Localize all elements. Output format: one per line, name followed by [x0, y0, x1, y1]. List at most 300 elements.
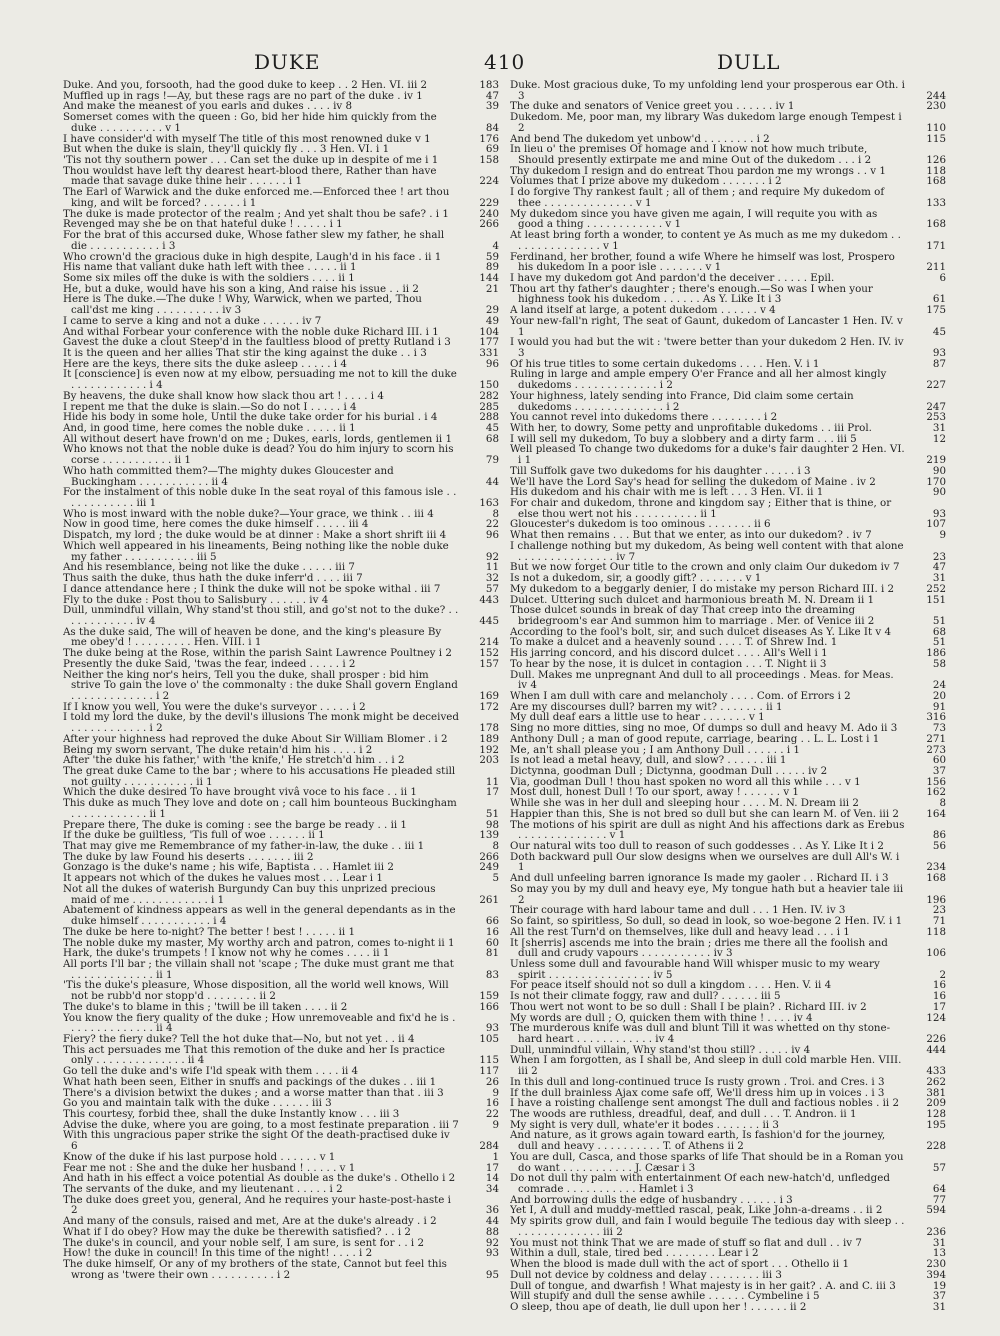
line-number-value: 8	[492, 507, 499, 520]
line-number-value: 214	[479, 636, 499, 649]
line-number-value: 196	[926, 893, 946, 906]
entry-quotation: Dull, unmindful villain, Why stand'st thou still? . . . . . iv 4	[510, 1043, 811, 1056]
line-number-value: 77	[932, 1193, 946, 1206]
line-number-value: 79	[485, 454, 499, 467]
entry-quotation: Revenged may she be on that hateful duke ! . . . . . i 1	[63, 218, 343, 231]
entry-quotation: And hath in his effect a voice potential As double as the duke's . Othello i 2	[63, 1172, 456, 1185]
entry-quotation: Which well appeared in his lineaments, Being nothing like the noble duke my father . . . . . . . . . . . iii 5	[63, 539, 449, 563]
entry-quotation: And his resemblance, being not like the duke . . . . . iii 7	[63, 561, 355, 574]
line-number-value: 9	[939, 529, 946, 542]
entry-quotation: Anthony Dull ; a man of good repute, carriage, bearing . . L. L. Lost i 1	[510, 732, 880, 745]
entry-quotation: Now in good time, here comes the duke himself . . . . . iii 4	[63, 518, 369, 531]
entry-quotation: Dull, unmindful villain, Why stand'st thou still, and go'st not to the duke? . . . . . . . . . . . . iv 4	[63, 604, 459, 627]
entry-line-number	[906, 359, 946, 370]
line-number-value: 128	[926, 1108, 946, 1120]
concordance-entry	[510, 1077, 946, 1088]
line-number-value: 51	[932, 636, 946, 649]
entry-line-number	[906, 1120, 946, 1131]
line-number-value: 118	[926, 925, 946, 938]
concordance-entry	[63, 927, 499, 938]
entry-line-number	[906, 1141, 946, 1152]
entry-quotation: Presently the duke Said, 'twas the fear, indeed . . . . . i 2	[63, 657, 356, 670]
entry-quotation: Sing no more ditties, sing no moe, Of dumps so dull and heavy M. Ado ii 3	[510, 722, 898, 735]
entry-line-number	[459, 927, 499, 938]
entry-quotation: We'll have the Lord Say's head for selling the dukedom of Maine . iv 2	[510, 475, 876, 488]
line-number-value: 31	[932, 1300, 946, 1313]
entry-quotation: When the blood is made dull with the act of sport . . . Othello ii 1	[510, 1258, 849, 1271]
concordance-entry	[510, 670, 946, 691]
concordance-entry	[63, 316, 499, 327]
entry-quotation: This duke as much They love and dote on ; call him bounteous Buckingham . . . . . . . . . . . . ii 1	[63, 797, 457, 820]
concordance-entry	[510, 1270, 946, 1281]
concordance-entry	[63, 798, 499, 819]
entry-quotation: Duke. And you, forsooth, had the good duke to keep . . 2 Hen. VI. iii 2	[63, 80, 428, 91]
line-number-value: 37	[932, 765, 946, 777]
line-number-value: 159	[479, 990, 499, 1003]
entry-line-number	[906, 198, 946, 209]
line-number-value: 11	[485, 561, 499, 574]
concordance-entry	[510, 391, 946, 412]
entry-line-number	[459, 219, 499, 230]
line-number-value: 93	[932, 507, 946, 520]
entry-line-number	[906, 273, 946, 284]
entry-quotation: Is not their climate foggy, raw and dull? . . . . . . iii 5	[510, 990, 781, 1003]
concordance-entry	[510, 809, 946, 820]
entry-quotation: The woods are ruthless, dreadful, deaf, and dull . . . T. Andron. ii 1	[510, 1108, 857, 1120]
line-number-value: 6	[939, 271, 946, 284]
line-number-value: 81	[485, 947, 499, 960]
line-number-value: 12	[932, 432, 946, 445]
line-number-value: 22	[485, 518, 499, 531]
entry-line-number	[906, 327, 946, 338]
entry-quotation: Not all the dukes of waterish Burgundy Can buy this unprized precious maid of me . . . . . . . . . . . . i 1	[63, 882, 436, 906]
line-number-value: 230	[926, 100, 946, 113]
entry-quotation: The duke being at the Rose, within the parish Saint Lawrence Poultney i 2	[63, 647, 452, 660]
line-number-value: 31	[932, 422, 946, 434]
concordance-entry	[63, 1077, 499, 1088]
entry-quotation: The great duke Came to the bar ; where to his accusations He pleaded still not guilty . . . . . . . . . . . ii 1	[63, 765, 456, 788]
line-number-value: 19	[932, 1279, 946, 1292]
line-number-value: 266	[479, 218, 499, 231]
line-number-value: 219	[926, 454, 946, 467]
line-number-value: 89	[485, 261, 499, 274]
line-number-value: 266	[479, 850, 499, 863]
concordance-entry	[510, 1023, 946, 1044]
entry-line-number	[459, 1270, 499, 1281]
entry-quotation: Who crown'd the gracious duke in high despite, Laugh'd in his face . ii 1	[63, 250, 442, 263]
entry-quotation: So may you by my dull and heavy eye, My tongue hath but a heavier tale iii 2	[510, 882, 904, 906]
entry-quotation: I have a roisting challenge sent amongst The dull and factious nobles . ii 2	[510, 1097, 900, 1110]
entry-quotation: It [conscience] is even now at my elbow, persuading me not to kill the duke . . . . . . . . . . . . i 4	[63, 368, 457, 392]
line-number-value: 61	[932, 293, 946, 306]
entry-quotation: My sight is very dull, whate'er it bodes . . . . . . . ii 3	[510, 1118, 779, 1131]
line-number-value: 156	[926, 775, 946, 788]
entry-line-number	[459, 391, 499, 402]
entry-line-number	[459, 359, 499, 370]
entry-line-number	[906, 1163, 946, 1174]
entry-quotation: Gloucester's dukedom is too ominous . . . . . . . ii 6	[510, 518, 771, 531]
entry-line-number	[906, 1013, 946, 1024]
line-number-value: 11	[485, 775, 499, 788]
entry-line-number	[906, 176, 946, 187]
entry-line-number	[906, 1205, 946, 1216]
concordance-entry	[510, 444, 946, 465]
line-number-value: 96	[485, 357, 499, 370]
concordance-entry	[510, 541, 946, 562]
line-number-value: 45	[485, 422, 499, 434]
entry-line-number	[459, 584, 499, 595]
concordance-entry	[63, 766, 499, 787]
left-column	[63, 80, 499, 1316]
entry-quotation: Go tell the duke and's wife I'ld speak with them . . . . ii 4	[63, 1065, 359, 1078]
entry-quotation: So faint, so spiritless, So dull, so dead in look, so woe-begone 2 Hen. IV. i 1	[510, 915, 903, 928]
entry-quotation: This act persuades me That this remotion of the duke and her Is practice only . . . . . . . . . . . . . . ii 4	[63, 1043, 446, 1067]
entry-quotation: Dispatch, my lord ; the duke would be at dinner : Make a short shrift iii 4	[63, 529, 447, 542]
entry-quotation: Know of the duke if his last purpose hold . . . . . . v 1	[63, 1150, 336, 1163]
entry-quotation: Hide his body in some hole, Until the duke take order for his burial . i 4	[63, 411, 438, 424]
line-number-value: 21	[485, 282, 499, 295]
entry-line-number	[459, 595, 499, 606]
concordance-entry	[63, 487, 499, 508]
line-number-value: 104	[479, 325, 499, 338]
concordance-entry	[63, 959, 499, 980]
line-number-value: 189	[479, 732, 499, 745]
line-number-value: 95	[485, 1268, 499, 1281]
line-number-value: 288	[479, 411, 499, 424]
entry-quotation: The duke be here to-night? The better ! best ! . . . . . ii 1	[63, 925, 356, 938]
concordance-entry	[510, 369, 946, 390]
line-number-value: 594	[926, 1204, 946, 1217]
entry-quotation: 'Tis the duke's pleasure, Whose disposition, all the world well knows, Will not be rubb'd nor stopp'd . . . . . . . . ii 2	[63, 979, 449, 1003]
line-number-value: 92	[485, 550, 499, 563]
concordance-entry	[63, 584, 499, 595]
entry-line-number	[459, 702, 499, 713]
line-number-value: 90	[932, 464, 946, 477]
entry-quotation: His dukedom and his chair with me is left . . . 3 Hen. VI. ii 1	[510, 486, 824, 499]
entry-quotation: And nature, as it grows again toward earth, Is fashion'd for the journey, dull and heavy . . . . . . . . . . T. of Athens ii 2	[510, 1129, 886, 1153]
entry-line-number	[906, 948, 946, 959]
line-number-value: 87	[932, 357, 946, 370]
line-number-value: 176	[479, 132, 499, 145]
concordance-entry	[510, 112, 946, 133]
line-number-value: 433	[926, 1065, 946, 1078]
line-number-value: 8	[939, 797, 946, 810]
line-number-value: 57	[932, 1161, 946, 1174]
concordance-entry	[63, 369, 499, 390]
entry-quotation: Dull. Makes me unpregnant And dull to all proceedings . Meas. for Meas. iv 4	[510, 668, 894, 692]
entry-quotation: Go you and maintain talk with the duke . . . . . . iii 3	[63, 1097, 332, 1110]
entry-quotation: How! the duke in council! In this time of the night! . . . . i 2	[63, 1247, 373, 1260]
line-number-value: 152	[479, 647, 499, 660]
line-number-value: 92	[485, 1236, 499, 1249]
line-number-value: 186	[926, 647, 946, 660]
line-number-value: 13	[932, 1247, 946, 1260]
line-number-value: 71	[932, 915, 946, 928]
entry-quotation: For the instalment of this noble duke In the seat royal of this famous isle . . . . . . . . . . . . iii 1	[63, 486, 457, 510]
entry-line-number	[906, 873, 946, 884]
entry-quotation: That may give me Remembrance of my father-in-law, the duke . . iii 1	[63, 840, 425, 853]
entry-line-number	[906, 219, 946, 230]
entry-line-number	[459, 530, 499, 541]
entry-quotation: I told my lord the duke, by the devil's illusions The monk might be deceived . . . . . . . . . . . . i 2	[63, 711, 459, 735]
entry-line-number	[459, 970, 499, 981]
concordance-entry	[510, 1152, 946, 1173]
entry-quotation: The motions of his spirit are dull as night And his affections dark as Erebus . . . . . . . . . . . . . . v 1	[510, 818, 905, 842]
entry-line-number	[459, 1248, 499, 1259]
line-number-value: 88	[485, 1225, 499, 1238]
entry-quotation: Dulcet. Uttering such dulcet and harmonious breath M. N. Dream ii 1	[510, 593, 875, 606]
entry-quotation: Prepare there, The duke is coming : see the barge be ready . . ii 1	[63, 818, 407, 831]
concordance-entry	[63, 294, 499, 315]
entry-quotation: My spirits grow dull, and fain I would beguile The tedious day with sleep . . . . . . . . . . . . . . . iii 2	[510, 1215, 905, 1238]
entry-line-number	[906, 466, 946, 477]
line-number-value: 31	[932, 1236, 946, 1249]
line-number-value: 117	[479, 1065, 499, 1078]
line-number-value: 93	[485, 1247, 499, 1260]
entry-quotation: Volumes that I prize above my dukedom . . . . . . . i 2	[510, 175, 782, 188]
line-number-value: 226	[926, 1032, 946, 1045]
line-number-value: 224	[479, 175, 499, 188]
entry-quotation: And, in good time, here comes the noble duke . . . . . ii 1	[63, 422, 356, 434]
entry-line-number	[906, 487, 946, 498]
entry-quotation: My dukedom to a beggarly denier, I do mistake my person Richard III. i 2	[510, 582, 895, 595]
line-number-value: 157	[479, 657, 499, 670]
concordance-entry	[63, 605, 499, 626]
entry-quotation: The noble duke my master, My worthy arch and patron, comes to-night ii 1	[63, 936, 455, 949]
entry-quotation: At least bring forth a wonder, to content ye As much as me my dukedom . . . . . . . . . . . . . . . v 1	[510, 229, 901, 252]
entry-quotation: Do not dull thy palm with entertainment Of each new-hatch'd, unfledged comrade . . . . . . . . . . . Hamlet i 3	[510, 1172, 890, 1196]
entry-quotation: Till Suffolk gave two dukedoms for his daughter . . . . . i 3	[510, 464, 811, 477]
entry-quotation: I challenge nothing but my dukedom, As being well content with that alone . . . . . . . . . . . . . . . iv 7	[510, 539, 904, 563]
entry-line-number	[459, 755, 499, 766]
concordance-entry	[510, 209, 946, 230]
line-number-value: 162	[926, 786, 946, 799]
concordance-entry	[63, 541, 499, 562]
entry-quotation: Muffled up in rags !—Ay, but these rags are no part of the duke . iv 1	[63, 89, 423, 102]
entry-quotation: Ferdinand, her brother, found a wife Where he himself was lost, Prospero his dukedom In a poor isle . . . . . . . v 1	[510, 250, 895, 274]
concordance-entry	[63, 1195, 499, 1216]
entry-line-number	[906, 734, 946, 745]
concordance-entry	[63, 980, 499, 1001]
line-number-value: 14	[485, 1172, 499, 1185]
entry-line-number	[459, 948, 499, 959]
entry-quotation: Your highness, lately sending into France, Did claim some certain dukedoms . . . . . . . . . . . . . . i 2	[510, 389, 854, 413]
line-number-value: 316	[926, 711, 946, 724]
line-number-value: 144	[479, 271, 499, 284]
entry-line-number	[906, 1302, 946, 1313]
header-right-word: DULL	[717, 50, 781, 74]
entry-quotation: Dull of tongue, and dwarfish ! What majesty is in her gait? . A. and C. iii 3	[510, 1279, 896, 1292]
line-number-value: 60	[485, 936, 499, 949]
entry-quotation: Ruling in large and ample empery O'er France and all her almost kingly dukedoms . . . . . . . . . . . . . i 2	[510, 368, 887, 392]
line-number-value: 31	[932, 572, 946, 585]
concordance-entry	[63, 187, 499, 208]
entry-line-number	[459, 659, 499, 670]
header-left-word: DUKE	[254, 50, 321, 74]
line-number-value: 229	[479, 196, 499, 209]
line-number-value: 44	[485, 1215, 499, 1228]
entry-quotation: Dukedom. Me, poor man, my library Was dukedom large enough Tempest i 2	[510, 111, 902, 134]
entry-line-number	[906, 305, 946, 316]
entry-line-number	[906, 927, 946, 938]
line-number-value: 381	[926, 1086, 946, 1099]
entry-line-number	[906, 530, 946, 541]
entry-quotation: Is not lead a metal heavy, dull, and slow? . . . . . . iii 1	[510, 754, 787, 767]
concordance-entry	[510, 498, 946, 519]
entry-quotation: O sleep, thou ape of death, lie dull upon her ! . . . . . . ii 2	[510, 1300, 807, 1313]
concordance-entry	[510, 927, 946, 938]
entry-quotation: I dance attendance here ; I think the duke will not be spoke withal . iii 7	[63, 582, 441, 595]
entry-quotation: To hear by the nose, it is dulcet in contagion . . . T. Night ii 3	[510, 657, 827, 670]
concordance-entry	[510, 1055, 946, 1076]
entry-quotation: My dukedom since you have given me again, I will requite you with as good a thing . . . . . . . . . . . . v 1	[510, 207, 878, 231]
concordance-entry	[63, 391, 499, 402]
entry-line-number	[459, 1152, 499, 1163]
line-number-value: 59	[485, 250, 499, 263]
entry-line-number	[459, 1120, 499, 1131]
entry-quotation: Their courage with hard labour tame and dull . . . 1 Hen. IV. iv 3	[510, 904, 846, 917]
line-number-value: 57	[485, 582, 499, 595]
entry-quotation: The duke by law Found his deserts . . . . . . . iii 2	[63, 850, 314, 863]
line-number-value: 9	[492, 1086, 499, 1099]
line-number-value: 151	[926, 593, 946, 606]
entry-quotation: All the rest Turn'd on themselves, like dull and heavy lead . . . i 1	[510, 925, 850, 938]
line-number-value: 240	[479, 207, 499, 220]
line-number-value: 331	[479, 346, 499, 359]
entry-quotation: What hath been seen, Either in snuffs and packings of the dukes . . iii 1	[63, 1075, 437, 1088]
line-number-value: 60	[932, 754, 946, 767]
entry-quotation: I have my dukedom got And pardon'd the deceiver . . . . . Epil.	[510, 271, 835, 284]
entry-quotation: With her, to dowry, Some petty and unprofitable dukedoms . . iii Prol.	[510, 422, 872, 434]
entry-quotation: Gavest the duke a clout Steep'd in the faultless blood of pretty Rutland i 3	[63, 336, 451, 349]
entry-quotation: Will stupify and dull the sense awhile . . . . . . Cymbeline i 5	[510, 1290, 820, 1303]
entry-line-number	[459, 873, 499, 884]
entry-quotation: When I am forgotten, as I shall be, And sleep in dull cold marble Hen. VIII. iii 2	[510, 1054, 902, 1078]
line-number-value: 107	[926, 518, 946, 531]
entry-quotation: If the dull brainless Ajax come safe off, We'll dress him up in voices . i 3	[510, 1086, 885, 1099]
line-number-value: 150	[479, 379, 499, 392]
line-number-value: 36	[485, 1204, 499, 1217]
entry-line-number	[459, 155, 499, 166]
entry-quotation: Which the duke desired To have brought vivâ voce to his face . . ii 1	[63, 786, 417, 799]
line-number-value: 195	[926, 1118, 946, 1131]
entry-quotation: But we now forget Our title to the crown and only claim Our dukedom iv 7	[510, 561, 900, 574]
line-number-value: 163	[479, 497, 499, 510]
line-number-value: 66	[485, 915, 499, 928]
line-number-value: 177	[479, 336, 499, 349]
entry-line-number	[906, 584, 946, 595]
line-number-value: 47	[485, 89, 499, 102]
entry-quotation: I would you had but the wit : 'twere better than your dukedom 2 Hen. IV. iv 3	[510, 336, 904, 359]
entry-quotation: This courtesy, forbid thee, shall the duke Instantly know . . . iii 3	[63, 1108, 400, 1120]
entry-quotation: His jarring concord, and his discord dulcet . . . . All's Well i 1	[510, 647, 828, 660]
entry-quotation: You know the fiery quality of the duke ; How unremoveable and fix'd he is . . . . . . . . . . . . . . ii 4	[63, 1011, 456, 1035]
line-number-value: 178	[479, 722, 499, 735]
entry-line-number	[459, 895, 499, 906]
line-number-value: 172	[479, 700, 499, 713]
page-number: 410	[484, 50, 526, 74]
entry-quotation: Dull not device by coldness and delay . . . . . . . . iii 3	[510, 1268, 782, 1281]
entry-line-number	[906, 1002, 946, 1013]
line-number-value: 115	[926, 132, 946, 145]
line-number-value: 17	[932, 1000, 946, 1013]
entry-quotation: Somerset comes with the queen : Go, bid her hide him quickly from the duke . . . . . . . . . . v 1	[63, 111, 437, 134]
entry-line-number	[459, 734, 499, 745]
concordance-entry	[510, 1216, 946, 1237]
entry-line-number	[459, 809, 499, 820]
line-number-value: 394	[926, 1268, 946, 1281]
line-number-value: 203	[479, 754, 499, 767]
entry-quotation: You are dull, Casca, and those sparks of life That should be in a Roman you do want . . . . . . . . . . . J. Cæsar i 3	[510, 1150, 904, 1174]
concordance-entry	[510, 284, 946, 305]
concordance-entry	[510, 1302, 946, 1313]
line-number-value: 443	[479, 593, 499, 606]
entry-line-number	[906, 1045, 946, 1056]
line-number-value: 445	[479, 614, 499, 627]
line-number-value: 192	[479, 743, 499, 756]
entry-quotation: According to the fool's bolt, sir, and such dulcet diseases As Y. Like It v 4	[510, 625, 892, 638]
entry-quotation: To make a dulcet and a heavenly sound . . . . T. of Shrew Ind. 1	[510, 636, 838, 649]
concordance-entry	[510, 605, 946, 626]
entry-quotation: Being my sworn servant, The duke retain'd him his . . . . i 2	[63, 743, 373, 756]
line-number-value: 29	[485, 304, 499, 317]
entry-quotation: What if I do obey? How may the duke be therewith satisfied? . . i 2	[63, 1225, 411, 1238]
entry-line-number	[459, 455, 499, 466]
entry-quotation: The murderous knife was dull and blunt Till it was whetted on thy stone-hard heart . . . . . . . . . . . . iv 4	[510, 1022, 891, 1045]
line-number-value: 16	[485, 925, 499, 938]
line-number-value: 24	[932, 679, 946, 692]
concordance-entry	[510, 938, 946, 959]
concordance-entry	[63, 166, 499, 187]
entry-quotation: The servants of the duke, and my lieutenant . . . . . i 2	[63, 1183, 343, 1196]
line-number-value: 230	[926, 1258, 946, 1271]
entry-quotation: Me, an't shall please you ; I am Anthony Dull . . . . . . i 1	[510, 743, 800, 756]
line-number-value: 90	[932, 486, 946, 499]
entry-line-number	[906, 101, 946, 112]
line-number-value: 51	[485, 807, 499, 820]
line-number-value: 169	[479, 689, 499, 702]
line-number-value: 124	[926, 1011, 946, 1024]
concordance-entry	[510, 230, 946, 251]
entry-quotation: Abatement of kindness appears as well in the general dependants as in the duke himself . . . . . . . . . . . i 4	[63, 904, 456, 928]
entry-quotation: Who knows not that the noble duke is dead? You do him injury to scorn his corse . . . . . . . . . . . ii 1	[63, 443, 454, 467]
entry-quotation: In this dull and long-continued truce Is rusty grown . Troi. and Cres. i 3	[510, 1075, 885, 1088]
entry-quotation: As the duke said, The will of heaven be done, and the king's pleasure By me obey'd ! . . . . . . . . . Hen. VIII. i 1	[63, 625, 442, 649]
line-number-value: 209	[926, 1097, 946, 1110]
entry-quotation: It appears not which of the dukes he values most . . . Lear i 1	[63, 872, 383, 885]
entry-quotation: It is the queen and her allies That stir the king against the duke . . i 3	[63, 346, 427, 359]
entry-quotation: By heavens, the duke shall know how slack thou art ! . . . . i 4	[63, 389, 384, 402]
entry-quotation: The duke is made protector of the realm ; And yet shalt thou be safe? . i 1	[63, 207, 449, 220]
entry-quotation: Most dull, honest Dull ! To our sport, away ! . . . . . . v 1	[510, 786, 799, 799]
entry-quotation: And make the meanest of you earls and dukes . . . . iv 8	[63, 100, 353, 113]
entry-quotation: 'Tis not thy southern power . . . Can set the duke up in despite of me i 1	[63, 154, 439, 167]
entry-quotation: Via, goodman Dull ! thou hast spoken no word all this while . . . v 1	[510, 775, 861, 788]
entry-quotation: The duke's in council, and your noble self, I am sure, is sent for . . i 2	[63, 1236, 425, 1249]
line-number-value: 170	[926, 475, 946, 488]
entry-quotation: Here are the keys, there sits the duke asleep . . . . . i 4	[63, 357, 347, 370]
entry-quotation: If the duke be guiltless, 'Tis full of woe . . . . . . ii 1	[63, 829, 325, 842]
line-number-value: 271	[926, 732, 946, 745]
entry-quotation: If I know you well, You were the duke's surveyor . . . . . i 2	[63, 700, 366, 713]
line-number-value: 247	[926, 400, 946, 413]
entry-quotation: I repent me that the duke is slain.—So do not I . . . . . i 4	[63, 400, 357, 413]
entry-quotation: The duke does greet you, general, And he requires your haste-post-haste i 2	[63, 1193, 451, 1217]
entry-quotation: All ports I'll bar ; the villain shall not 'scape ; The duke must grant me that . . . . . . . . . . . . . ii 1	[63, 957, 454, 981]
concordance-entry	[510, 466, 946, 477]
concordance-entry	[63, 1045, 499, 1066]
line-number-value: 168	[926, 175, 946, 188]
